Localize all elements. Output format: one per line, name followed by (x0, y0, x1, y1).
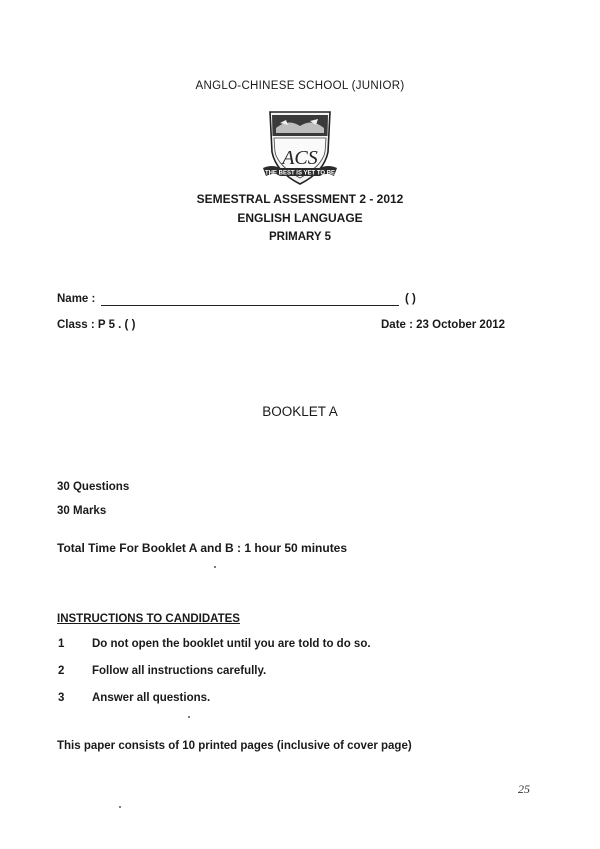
scan-speck (188, 716, 190, 718)
marks-count: 30 Marks (57, 505, 107, 517)
name-label: Name : (57, 293, 96, 305)
school-crest-logo (262, 106, 338, 190)
date-text: Date : 23 October 2012 (381, 319, 506, 331)
question-count: 30 Questions (57, 481, 130, 493)
booklet-title: BOOKLET A (262, 404, 338, 419)
page-count-note: This paper consists of 10 printed pages (inclusive of cover page) (57, 740, 412, 752)
school-name: ANGLO-CHINESE SCHOOL (JUNIOR) (195, 80, 405, 92)
instruction-number: 3 (58, 692, 65, 704)
instructions-heading: INSTRUCTIONS TO CANDIDATES (57, 613, 240, 625)
crest-motto: THE BEST IS YET TO BE (264, 170, 336, 177)
instruction-number: 1 (58, 638, 65, 650)
instruction-text: Do not open the booklet until you are told to do so. (92, 638, 371, 650)
index-number-paren: ( ) (405, 293, 416, 305)
scan-speck (214, 566, 216, 568)
assessment-title: SEMESTRAL ASSESSMENT 2 - 2012 (196, 192, 404, 206)
class-label: Class : P 5 . ( ) (57, 319, 136, 331)
subject-title: ENGLISH LANGUAGE (237, 211, 363, 225)
instruction-text: Follow all instructions carefully. (92, 665, 267, 677)
name-write-line (101, 305, 399, 306)
level-title: PRIMARY 5 (269, 231, 331, 243)
instruction-number: 2 (58, 665, 65, 677)
scan-speck (119, 806, 121, 808)
handwritten-mark: 25 (518, 782, 530, 796)
crest-letters: ACS (282, 147, 318, 169)
instruction-text: Answer all questions. (92, 692, 211, 704)
total-time: Total Time For Booklet A and B : 1 hour 50 minutes (57, 541, 348, 555)
